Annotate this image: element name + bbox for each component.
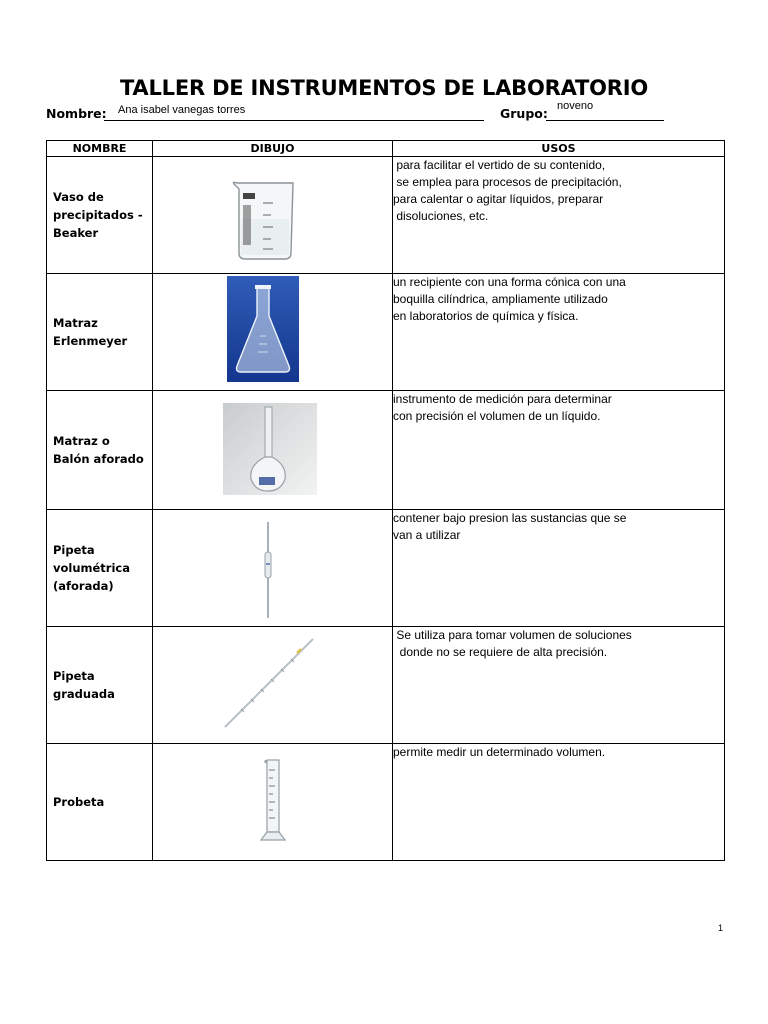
table-row <box>47 627 725 744</box>
name-text: Matraz Erlenmeyer <box>53 316 128 348</box>
grupo-label: Grupo: <box>500 106 548 121</box>
name-text: Vaso de precipitados - Beaker <box>53 190 143 240</box>
drawing-cell <box>153 157 393 274</box>
page-title: TALLER DE INSTRUMENTOS DE LABORATORIO <box>119 76 649 100</box>
beaker-image <box>229 179 301 263</box>
nombre-value: Ana isabel vanegas torres <box>118 104 246 116</box>
table-header-row <box>47 141 725 157</box>
header-usos: USOS <box>393 141 725 157</box>
uses-text: instrumento de medición para determinar con precisión el volumen de un líquido. <box>393 391 725 510</box>
instrument-name <box>47 627 153 744</box>
instrument-name <box>47 744 153 861</box>
volumetric-flask-image <box>223 403 317 495</box>
name-text: Pipeta graduada <box>53 669 115 701</box>
table-row <box>47 510 725 627</box>
uses-text: para facilitar el vertido de su contenido, se emplea para procesos de precipitación, para calentar o agitar líquidos, preparar disoluciones, etc. <box>393 157 725 274</box>
drawing-cell <box>153 627 393 744</box>
drawing-cell <box>153 744 393 861</box>
instrument-name <box>47 510 153 627</box>
instrument-name <box>47 157 153 274</box>
drawing-cell <box>153 510 393 627</box>
header-nombre: NOMBRE <box>47 141 153 157</box>
header-dibujo: DIBUJO <box>153 141 393 157</box>
table-row <box>47 157 725 274</box>
graduated-cylinder-image <box>259 758 289 846</box>
uses-text: un recipiente con una forma cónica con una boquilla cilíndrica, ampliamente utilizado en laboratorios de química y física. <box>393 274 725 391</box>
graduated-pipette-image <box>221 635 317 731</box>
uses-text: permite medir un determinado volumen. <box>393 744 725 861</box>
instrument-name <box>47 391 153 510</box>
nombre-label: Nombre: <box>46 106 107 121</box>
instruments-table <box>46 140 725 861</box>
table-row <box>47 744 725 861</box>
drawing-cell <box>153 274 393 391</box>
nombre-underline <box>104 120 484 121</box>
instrument-name <box>47 274 153 391</box>
name-text: Pipeta volumétrica (aforada) <box>53 543 130 593</box>
uses-text: contener bajo presion las sustancias que se van a utilizar <box>393 510 725 627</box>
table-row <box>47 391 725 510</box>
erlenmeyer-flask-image <box>227 276 299 382</box>
page-number: 1 <box>718 923 724 933</box>
name-text: Matraz o Balón aforado <box>53 434 144 466</box>
drawing-cell <box>153 391 393 510</box>
grupo-underline <box>546 120 664 121</box>
grupo-value: noveno <box>557 100 594 112</box>
volumetric-pipette-image <box>261 522 275 620</box>
table-row <box>47 274 725 391</box>
name-text: Probeta <box>53 795 105 809</box>
uses-text: Se utiliza para tomar volumen de soluciones donde no se requiere de alta precisión. <box>393 627 725 744</box>
